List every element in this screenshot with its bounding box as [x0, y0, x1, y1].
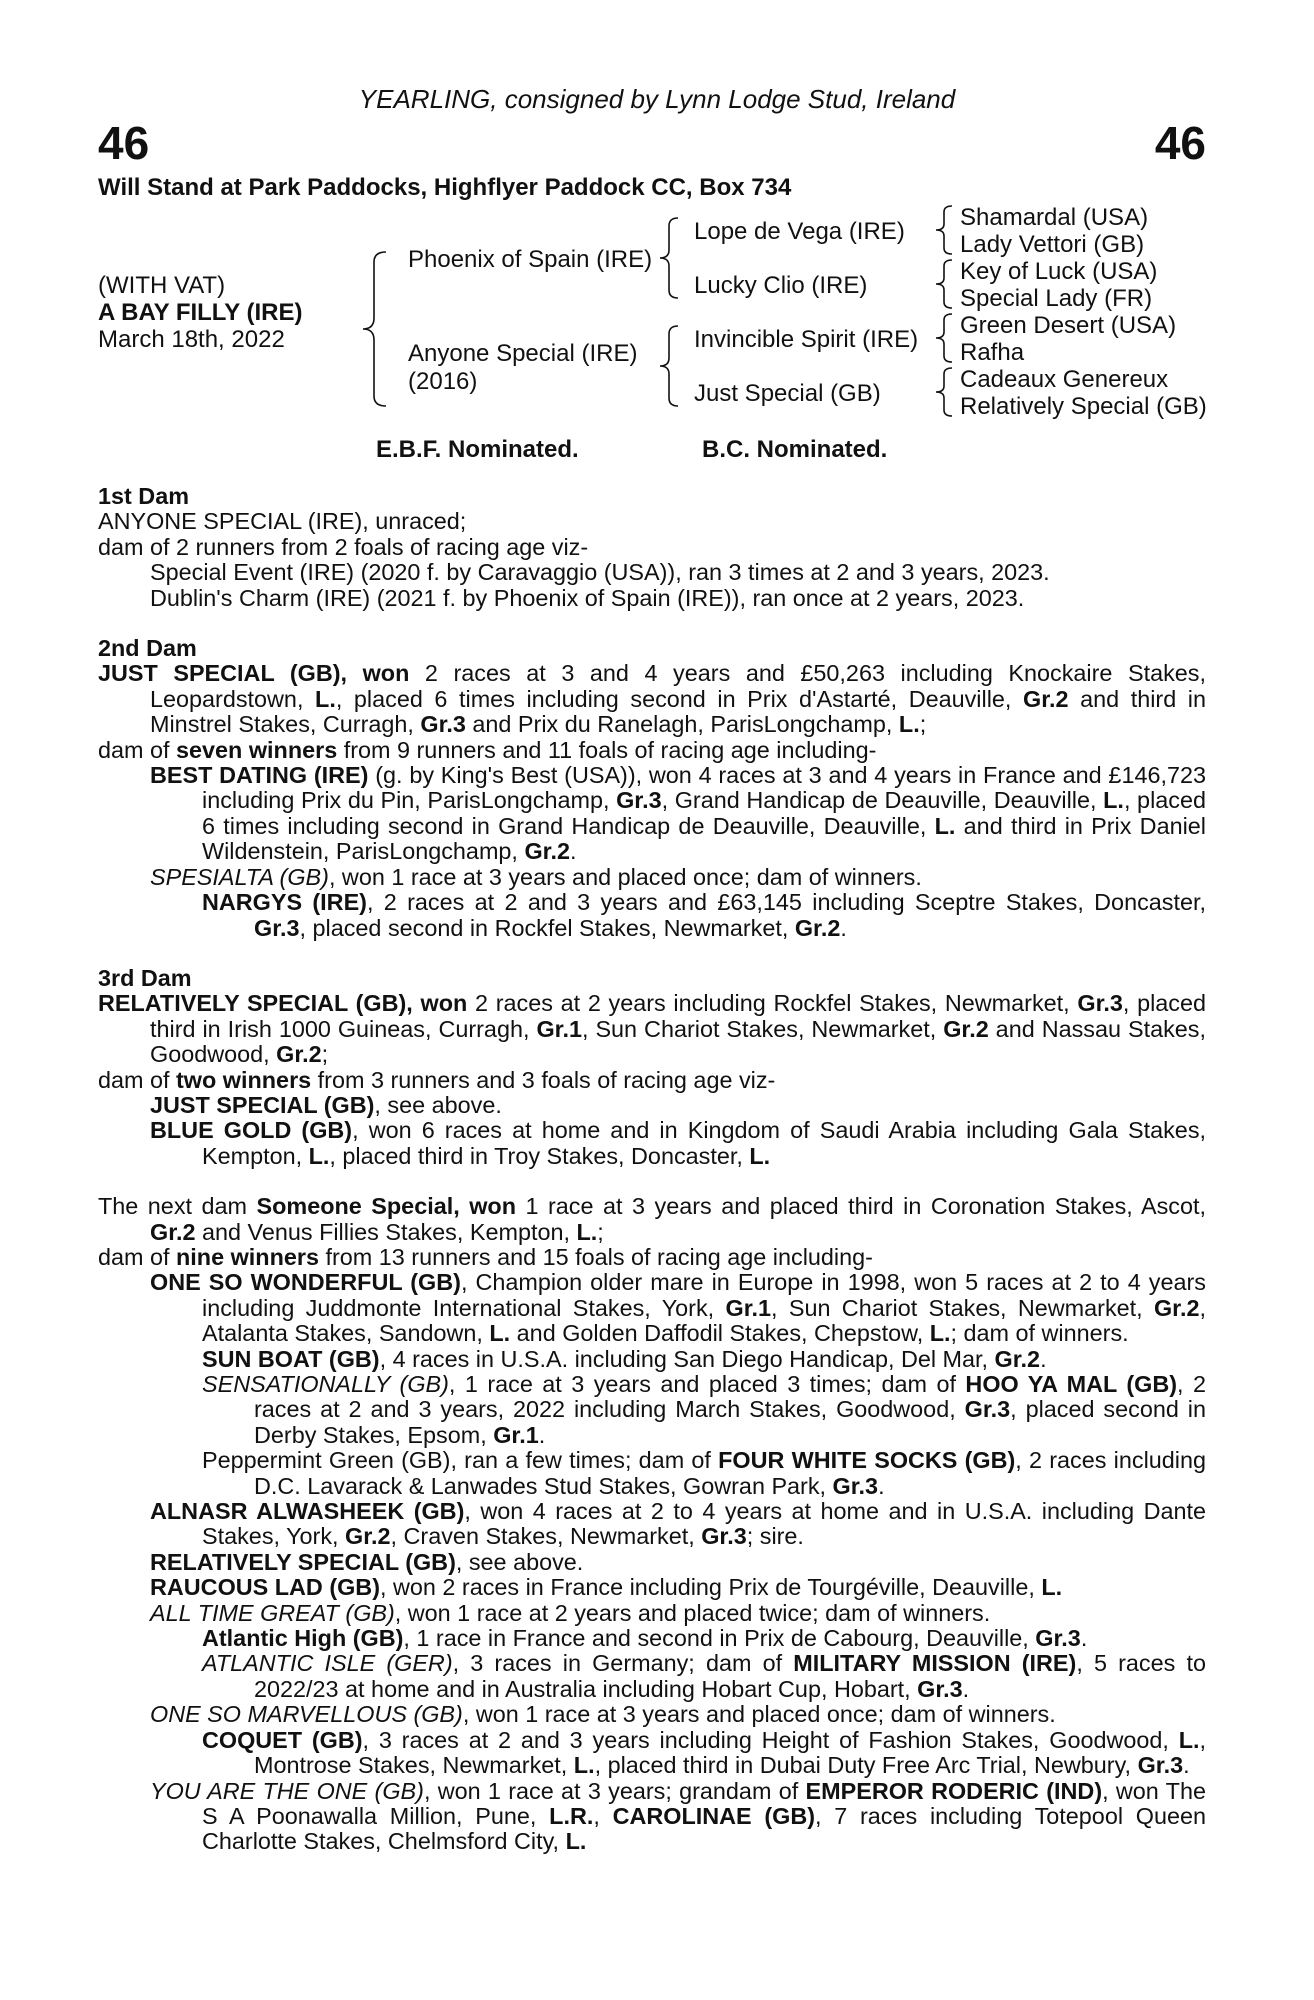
runner-all-time-great: ALL TIME GREAT (GB), won 1 race at 2 years and placed twice; dam of winners.: [150, 1599, 991, 1626]
runner-relatively-special: RELATIVELY SPECIAL (GB), see above.: [150, 1548, 584, 1575]
runner-alnasr-alwasheek: ALNASR ALWASHEEK (GB), won 4 races at 2 to 4 years at home and in U.S.A. including Dante Stakes, York, Gr.2, Craven Stakes, Newmarket, Gr.3; sire.: [150, 1498, 1206, 1550]
dam-dam: Just Special (GB): [694, 380, 881, 407]
runner-one-so-wonderful: ONE SO WONDERFUL (GB), Champion older mare in Europe in 1998, won 5 races at 2 to 4 years including Juddmonte International Stakes, York, Gr.1, Sun Chariot Stakes, Newmarket, Gr.2, Atalanta Stakes, Sandown, L. and Golden Daffodil Stakes, Chepstow, L.; dam of winners.: [150, 1269, 1206, 1347]
consignment-title: YEARLING, consigned by Lynn Lodge Stud, Ireland: [358, 84, 956, 114]
brace-ss: [934, 204, 956, 256]
brace-horse: [360, 250, 390, 408]
runner-raucous-lad: RAUCOUS LAD (GB), won 2 races in France including Prix de Tourgéville, Deauville, L.: [150, 1574, 1063, 1601]
dss-name: Green Desert (USA): [960, 312, 1177, 339]
third-dam-produce: dam of two winners from 3 runners and 3 foals of racing age viz-: [98, 1066, 776, 1093]
ddd-name: Relatively Special (GB): [960, 393, 1207, 420]
runner-spesialta: SPESIALTA (GB), won 1 race at 3 years and placed once; dam of winners.: [150, 863, 922, 890]
brace-dd: [934, 366, 956, 418]
runner-best-dating: BEST DATING (IRE) (g. by King's Best (USA)), won 4 races at 3 and 4 years in France and £146,723 including Prix du Pin, ParisLongchamp, Gr.3, Grand Handicap de Deauville, Deauville, L., placed 6 times including second in Grand Handicap de Deauville, Deauville, L. and third in Prix Daniel Wildenstein, ParisLongchamp, Gr.2.: [150, 762, 1206, 865]
dam-sire: Invincible Spirit (IRE): [694, 326, 919, 353]
ssd-name: Lady Vettori (GB): [960, 231, 1145, 258]
third-dam-heading: 3rd Dam: [98, 964, 192, 991]
brace-ds: [934, 312, 956, 364]
produce-dublins-charm: Dublin's Charm (IRE) (2021 f. by Phoenix of Spain (IRE)), ran once at 2 years, 2023.: [150, 584, 1025, 611]
horse-name: A BAY FILLY (IRE): [98, 299, 303, 326]
runner-you-are-the-one: YOU ARE THE ONE (GB), won 1 race at 3 years; grandam of EMPEROR RODERIC (IND), won The S A Poonawalla Million, Pune, L.R., CAROLINAE (GB), 7 races including Totepool Queen Charlotte Stakes, Chelmsford City, L.: [150, 1777, 1206, 1855]
runner-just-special: JUST SPECIAL (GB), see above.: [150, 1091, 502, 1118]
third-dam-record: RELATIVELY SPECIAL (GB), won 2 races at 2 years including Rockfel Stakes, Newmarket, Gr.3, placed third in Irish 1000 Guineas, Curragh, Gr.1, Sun Chariot Stakes, Newmarket, Gr.2 and Nassau Stakes, Goodwood, Gr.2;: [98, 990, 1207, 1068]
runner-atlantic-high: Atlantic High (GB), 1 race in France and second in Prix de Cabourg, Deauville, Gr.3.: [202, 1625, 1088, 1652]
runner-sun-boat: SUN BOAT (GB), 4 races in U.S.A. including San Diego Handicap, Del Mar, Gr.2.: [202, 1345, 1047, 1372]
vat-note: (WITH VAT): [98, 272, 226, 299]
second-dam-produce: dam of seven winners from 9 runners and 11 foals of racing age including-: [98, 736, 877, 763]
runner-coquet: COQUET (GB), 3 races at 2 and 3 years including Height of Fashion Stakes, Goodwood, L., Montrose Stakes, Newmarket, L., placed third in Dubai Duty Free Arc Trial, Newbury, Gr.3.: [202, 1726, 1206, 1779]
brace-sire: [658, 216, 682, 300]
sss-name: Shamardal (USA): [960, 204, 1149, 231]
dam-year: (2016): [408, 368, 478, 395]
next-dam-produce: dam of nine winners from 13 runners and 15 foals of racing age including-: [98, 1243, 873, 1270]
lot-number-right: 46: [1154, 117, 1206, 169]
dds-name: Cadeaux Genereux: [960, 366, 1169, 393]
runner-one-so-marvellous: ONE SO MARVELLOUS (GB), won 1 race at 3 years and placed once; dam of winners.: [150, 1701, 1056, 1728]
sdd-name: Special Lady (FR): [960, 285, 1153, 312]
family-details: [98, 484, 1206, 1855]
sire-name: Phoenix of Spain (IRE): [408, 246, 653, 273]
sire-sire: Lope de Vega (IRE): [694, 218, 905, 245]
runner-nargys: NARGYS (IRE), 2 races at 2 and 3 years and £63,145 including Sceptre Stakes, Doncaster, Gr.3, placed second in Rockfel Stakes, Newmarket, Gr.2.: [202, 889, 1206, 941]
bc-nominated: B.C. Nominated.: [702, 436, 888, 463]
dam-name: Anyone Special (IRE): [408, 340, 638, 367]
next-dam-record: The next dam Someone Special, won 1 race at 3 years and placed third in Coronation Stakes, Ascot, Gr.2 and Venus Fillies Stakes, Kempton, L.;: [98, 1193, 1207, 1245]
runner-sensationally: SENSATIONALLY (GB), 1 race at 3 years and placed 3 times; dam of HOO YA MAL (GB), 2 races at 2 and 3 years, 2022 including March Stakes, Goodwood, Gr.3, placed second in Derby Stakes, Epsom, Gr.1.: [202, 1371, 1206, 1448]
dsd-name: Rafha: [960, 339, 1025, 366]
brace-dam: [658, 324, 682, 408]
second-dam-record: JUST SPECIAL (GB), won 2 races at 3 and 4 years and £50,263 including Knockaire Stakes, Leopardstown, L., placed 6 times including second in Prix d'Astarté, Deauville, Gr.2 and third in Minstrel Stakes, Curragh, Gr.3 and Prix du Ranelagh, ParisLongchamp, L.;: [98, 660, 1206, 738]
standing-location: Will Stand at Park Paddocks, Highflyer Paddock CC, Box 734: [98, 174, 792, 201]
ebf-nominated: E.B.F. Nominated.: [376, 436, 579, 463]
first-dam-produce: dam of 2 runners from 2 foals of racing age viz-: [98, 533, 589, 560]
sds-name: Key of Luck (USA): [960, 258, 1158, 285]
first-dam-line: ANYONE SPECIAL (IRE), unraced;: [98, 508, 467, 535]
lot-number-left: 46: [98, 117, 150, 169]
brace-sd: [934, 258, 956, 310]
second-dam-heading: 2nd Dam: [98, 635, 197, 662]
sire-dam: Lucky Clio (IRE): [694, 272, 868, 299]
foaling-date: March 18th, 2022: [98, 326, 285, 353]
runner-blue-gold: BLUE GOLD (GB), won 6 races at home and in Kingdom of Saudi Arabia including Gala Stakes, Kempton, L., placed third in Troy Stakes, Doncaster, L.: [150, 1117, 1207, 1169]
first-dam-heading: 1st Dam: [98, 483, 190, 509]
runner-atlantic-isle: ATLANTIC ISLE (GER), 3 races in Germany; dam of MILITARY MISSION (IRE), 5 races to 2022/23 at home and in Australia including Hobart Cup, Hobart, Gr.3.: [202, 1650, 1206, 1702]
runner-peppermint-green: Peppermint Green (GB), ran a few times; dam of FOUR WHITE SOCKS (GB), 2 races including D.C. Lavarack & Lanwades Stud Stakes, Gowran Park, Gr.3.: [202, 1447, 1207, 1499]
produce-special-event: Special Event (IRE) (2020 f. by Caravaggio (USA)), ran 3 times at 2 and 3 years, 2023.: [150, 559, 1050, 586]
